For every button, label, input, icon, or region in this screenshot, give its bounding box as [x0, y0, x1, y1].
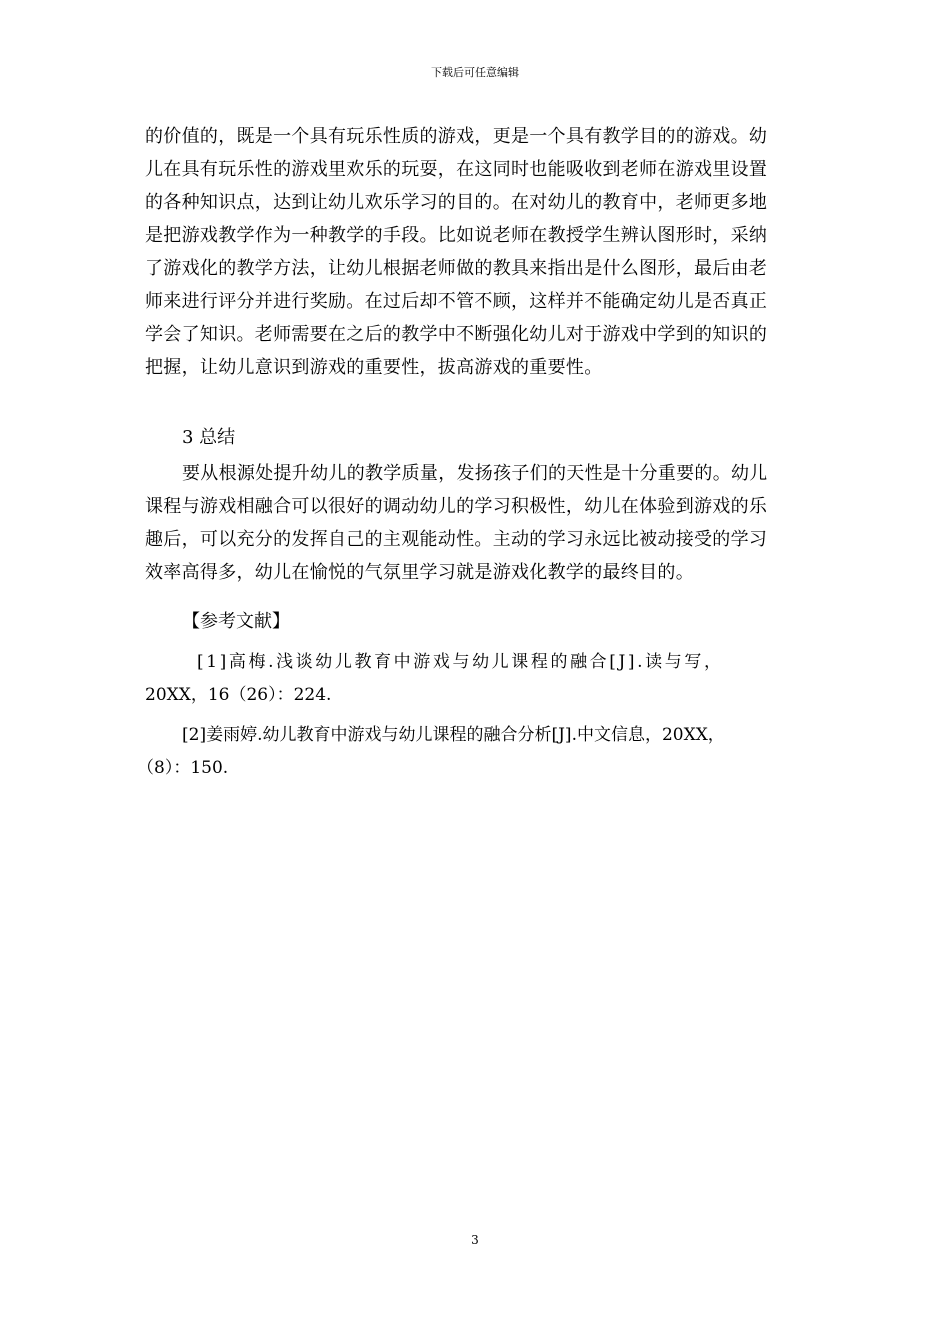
paragraph-line: 课程与游戏相融合可以很好的调动幼儿的学习积极性，幼儿在体验到游戏的乐 — [145, 496, 768, 517]
summary-paragraph — [145, 457, 807, 589]
paragraph-line: 学会了知识。老师需要在之后的教学中不断强化幼儿对于游戏中学到的知识的 — [145, 324, 768, 345]
reference-line: （8）：150. — [137, 758, 229, 778]
reference-line: 20XX，16（26）：224. — [145, 685, 332, 705]
page-header: 下载后可任意编辑 — [431, 66, 519, 79]
paragraph-line: 效率高得多，幼儿在愉悦的气氛里学习就是游戏化教学的最终目的。 — [145, 562, 694, 583]
reference-item — [145, 646, 807, 712]
reference-line: [2]姜雨婷.幼儿教育中游戏与幼儿课程的融合分析[J].中文信息，20XX， — [182, 725, 725, 745]
reference-line: [1]高梅.浅谈幼儿教育中游戏与幼儿课程的融合[J].读与写， — [197, 652, 724, 672]
section-heading: 3 总结 — [182, 427, 236, 448]
paragraph-line: 是把游戏教学作为一种教学的手段。比如说老师在教授学生辨认图形时，采纳 — [145, 225, 768, 246]
paragraph-line: 要从根源处提升幼儿的教学质量，发扬孩子们的天性是十分重要的。幼儿 — [182, 463, 768, 484]
references-title: 【参考文献】 — [182, 611, 290, 632]
paragraph-line: 师来进行评分并进行奖励。在过后却不管不顾，这样并不能确定幼儿是否真正 — [145, 291, 768, 312]
paragraph-line: 儿在具有玩乐性的游戏里欢乐的玩耍，在这同时也能吸收到老师在游戏里设置 — [145, 159, 768, 180]
reference-item — [137, 719, 807, 785]
paragraph-line: 把握，让幼儿意识到游戏的重要性，拔高游戏的重要性。 — [145, 357, 603, 378]
page-number: 3 — [471, 1233, 479, 1247]
body-paragraph — [145, 120, 807, 384]
paragraph-line: 的各种知识点，达到让幼儿欢乐学习的目的。在对幼儿的教育中，老师更多地 — [145, 192, 768, 213]
paragraph-line: 了游戏化的教学方法，让幼儿根据老师做的教具来指出是什么图形，最后由老 — [145, 258, 768, 279]
paragraph-line: 趣后，可以充分的发挥自己的主观能动性。主动的学习永远比被动接受的学习 — [145, 529, 768, 550]
paragraph-line: 的价值的，既是一个具有玩乐性质的游戏，更是一个具有教学目的的游戏。幼 — [145, 126, 768, 147]
